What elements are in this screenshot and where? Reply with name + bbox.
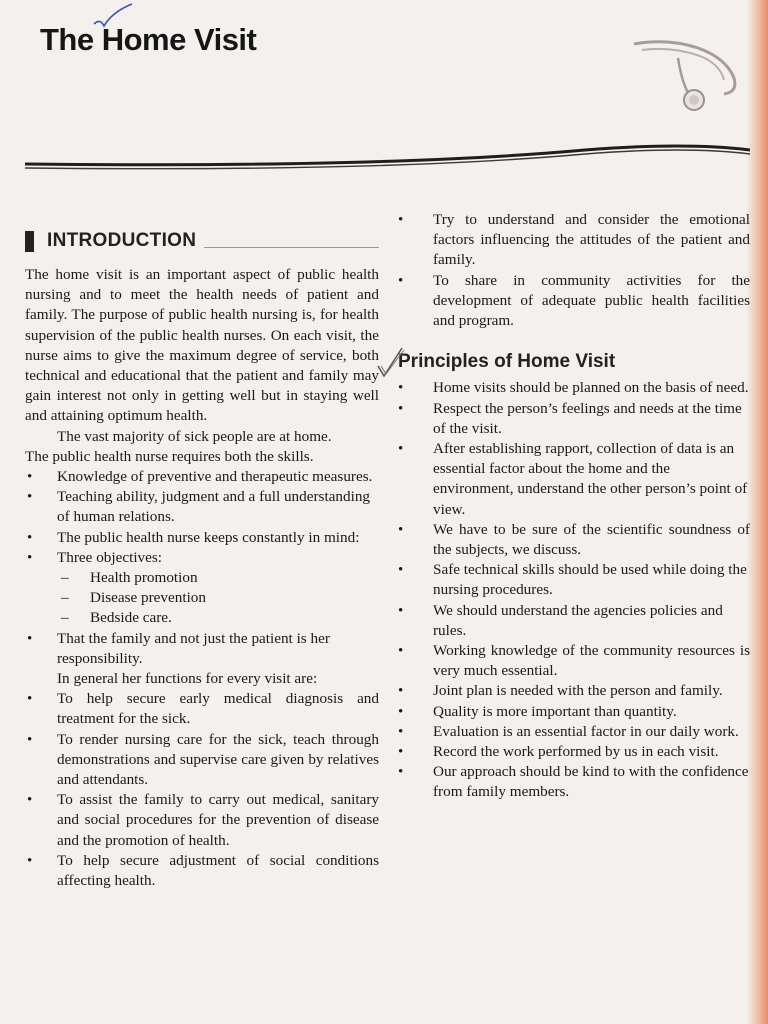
list-item: • Home visits should be planned on the basis of need. [398, 378, 750, 398]
list-item: • To assist the family to carry out medical, sanitary and social procedures for the prevention of disease and the promotion of health. [25, 790, 379, 851]
list-item: • Knowledge of preventive and therapeutic measures. [25, 467, 379, 487]
list-item: • Evaluation is an essential factor in our daily work. [398, 722, 750, 742]
intro-paragraph: The public health nurse requires both the skills. [25, 447, 314, 465]
list-item: • The public health nurse keeps constantly in mind: [25, 528, 379, 548]
list-item: • Teaching ability, judgment and a full understanding of human relations. [25, 487, 379, 527]
list-item-text: Three objectives: [57, 548, 162, 566]
list-item: • Quality is more important than quantity. [398, 702, 750, 722]
page-title: The Home Visit [40, 22, 257, 57]
list-item: • That the family and not just the patient is her responsibility. [25, 629, 379, 669]
stethoscope-icon [628, 34, 746, 114]
list-item: – Health promotion [57, 568, 379, 588]
list-item: • Our approach should be kind to with the confidence from family members. [398, 762, 750, 802]
list-item: • Try to understand and consider the emotional factors influencing the attitudes of the patient and family. [398, 210, 750, 271]
functions-list-continued [398, 210, 750, 331]
objectives-list [57, 568, 379, 629]
list-item [25, 548, 379, 629]
header-divider [25, 128, 750, 174]
heading-rule [204, 247, 379, 248]
heading-marker [25, 231, 34, 252]
list-item: • To render nursing care for the sick, teach through demonstrations and supervise care given by relatives and attendants. [25, 730, 379, 791]
list-item: – Disease prevention [57, 588, 379, 608]
functions-lead: In general her functions for every visit are: [57, 670, 318, 688]
list-item: • Working knowledge of the community resources is very much essential. [398, 641, 750, 681]
principles-heading-text: Principles of Home Visit [398, 351, 616, 373]
list-item: • We have to be sure of the scientific soundness of the subjects, we discuss. [398, 520, 750, 560]
list-item: • Safe technical skills should be used while doing the nursing procedures. [398, 560, 750, 600]
handwritten-check-icon [376, 346, 406, 380]
principles-list [398, 378, 750, 802]
skills-list [25, 467, 379, 669]
list-item: • Record the work performed by us in each visit. [398, 742, 750, 762]
introduction-heading [25, 231, 379, 252]
list-item: • Joint plan is needed with the person and family. [398, 681, 750, 701]
list-item: – Bedside care. [57, 608, 379, 628]
intro-paragraph: The home visit is an important aspect of public health nursing and to meet the health needs of patient and family. The purpose of public health nursing is, for health supervision of the public health nurses. On each visit, the nurse aims to give the maximum degree of service, both technical and educational that the patient and family may gain interest not only in getting well but in staying well and attaining optimum health. [25, 266, 379, 425]
list-item: • Respect the person’s feelings and needs at the time of the visit. [398, 399, 750, 439]
list-item: • To help secure adjustment of social conditions affecting health. [25, 851, 379, 891]
list-item: • After establishing rapport, collection of data is an essential factor about the home and the environment, understand the other person’s point of view. [398, 439, 750, 520]
list-item: • To share in community activities for the development of adequate public health facilities and program. [398, 271, 750, 332]
list-item: • We should understand the agencies policies and rules. [398, 601, 750, 641]
functions-list [25, 689, 379, 891]
right-column [398, 210, 750, 803]
list-item: • To help secure early medical diagnosis and treatment for the sick. [25, 689, 379, 729]
intro-paragraph: The vast majority of sick people are at home. [57, 427, 332, 445]
principles-heading [398, 352, 750, 372]
left-column [25, 231, 379, 891]
introduction-heading-text: INTRODUCTION [47, 230, 197, 252]
